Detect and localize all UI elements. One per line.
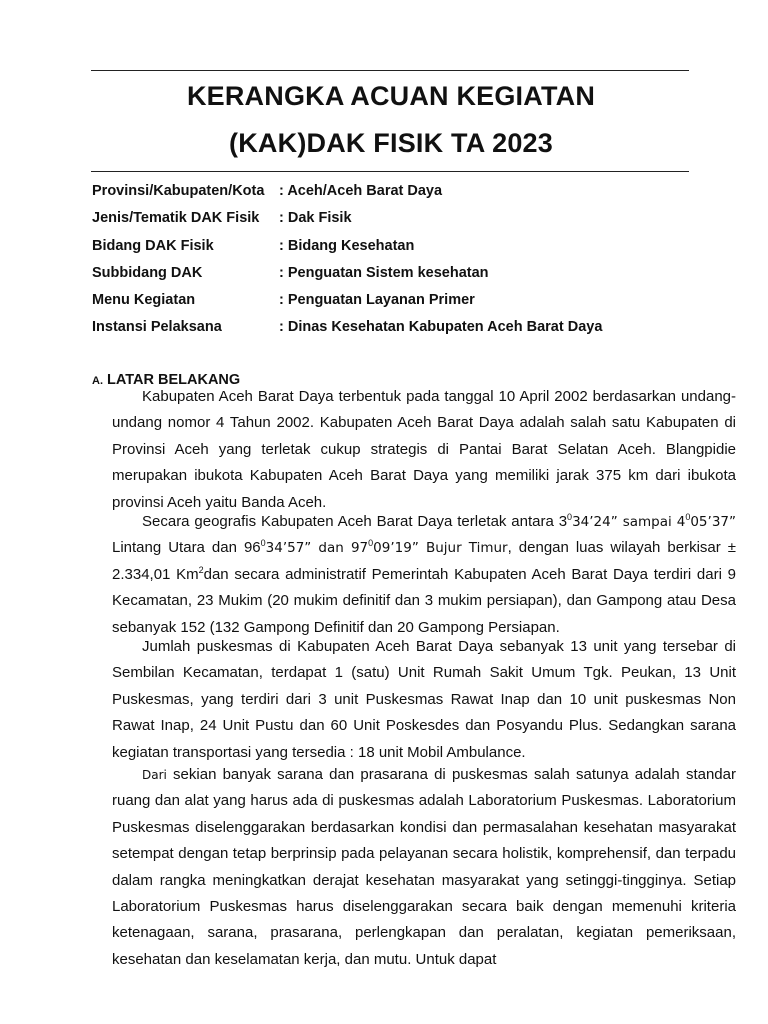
- meta-row-instansi: [92, 316, 712, 343]
- meta-row-provinsi: [92, 180, 712, 207]
- p2-coordinate: 09’19” Bujur Timur: [373, 540, 508, 557]
- degree-superscript: 0: [260, 538, 266, 549]
- p2-text: , dengan luas wilayah berkisar ± 2.334,01 Km: [112, 539, 737, 583]
- p2-coordinate: 34’24” sampai 4: [572, 514, 686, 530]
- degree-superscript: 0: [685, 512, 691, 522]
- metadata-table: [92, 180, 712, 344]
- section-title: LATAR BELAKANG: [107, 372, 241, 388]
- section-letter: A.: [92, 375, 103, 387]
- p4-text: sekian banyak sarana dan prasarana di puskesmas salah satunya adalah standar ruang dan alat yang harus ada di puskesmas adalah Laboratorium Puskesmas. Laboratorium Puskesmas diselenggarakan berdasarkan kondisi dan permasalahan kesehatan masyarakat setempat dengan tetap berprinsip pada pelayanan secara holistik, komprehensif, dan terpadu dalam rangka meningkatkan derajat kesehatan masyarakat yang setinggi-tingginya. Setiap Laboratorium Puskesmas harus diselenggarakan secara baik dengan memenuhi kriteria ketenagaan, sarana, prasarana, perlengkapan dan peralatan, kegiatan pemeriksaan, kesehatan dan keselamatan kerja, dan mutu. Untuk dapat: [112, 766, 736, 968]
- p2-text: Lintang Utara dan 96: [112, 539, 261, 557]
- meta-value: : Dak Fisik: [279, 210, 352, 227]
- area-superscript: 2: [198, 564, 204, 575]
- meta-value: : Penguatan Layanan Primer: [279, 292, 475, 309]
- top-divider: [91, 70, 689, 71]
- meta-value: : Dinas Kesehatan Kabupaten Aceh Barat Daya: [279, 319, 603, 336]
- p2-coordinate: 34’57” dan 97: [265, 540, 369, 557]
- meta-label: Subbidang DAK: [92, 264, 203, 281]
- paragraph-2: [112, 509, 736, 641]
- document-title-line2: (KAK)DAK FISIK TA 2023: [229, 128, 553, 158]
- meta-row-jenis: [92, 207, 712, 234]
- meta-label: Jenis/Tematik DAK Fisik: [92, 210, 260, 227]
- paragraph-1: Kabupaten Aceh Barat Daya terbentuk pada tanggal 10 April 2002 berdasarkan undang-undang nomor 4 Tahun 2002. Kabupaten Aceh Barat Daya adalah salah satu Kabupaten di Provinsi Aceh yang terletak cukup strategis di Pantai Barat Selatan Aceh. Blangpidie merupakan ibukota Kabupaten Aceh Barat Daya yang memiliki jarak 375 km dari ibukota provinsi Aceh yaitu Banda Aceh.: [112, 388, 736, 511]
- meta-row-menu: [92, 289, 712, 316]
- meta-value: : Penguatan Sistem kesehatan: [279, 264, 489, 281]
- paragraph-3: Jumlah puskesmas di Kabupaten Aceh Barat Daya sebanyak 13 unit yang tersebar di Sembilan Kecamatan, terdapat 1 (satu) Unit Rumah Sakit Umum Tgk. Peukan, 13 Unit Puskesmas, yang terdiri dari 3 unit Puskesmas Rawat Inap dan 10 unit puskesmas Non Rawat Inap, 24 Unit Pustu dan 60 Unit Poskesdes dan Posyandu Plus. Sedangkan sarana kegiatan transportasi yang tersedia : 18 unit Mobil Ambulance.: [112, 638, 736, 761]
- meta-value: : Bidang Kesehatan: [279, 237, 415, 254]
- meta-row-subbidang: [92, 262, 712, 289]
- meta-value: : Aceh/Aceh Barat Daya: [279, 183, 443, 199]
- meta-label: Provinsi/Kabupaten/Kota: [92, 183, 265, 199]
- document-title-line1: KERANGKA ACUAN KEGIATAN: [186, 81, 596, 111]
- title-divider: [91, 171, 689, 172]
- paragraph-4: [112, 762, 736, 973]
- meta-label: Bidang DAK Fisik: [92, 237, 214, 254]
- degree-superscript: 0: [567, 512, 573, 522]
- meta-label: Menu Kegiatan: [92, 292, 196, 309]
- degree-superscript: 0: [368, 538, 374, 549]
- p2-text: Secara geografis Kabupaten Aceh Barat Daya terletak antara 3: [142, 513, 568, 530]
- meta-row-bidang: [92, 235, 712, 262]
- p2-coordinate: 05’37”: [690, 514, 736, 530]
- meta-label: Instansi Pelaksana: [92, 319, 222, 336]
- p2-text: dan secara administratif Pemerintah Kabupaten Aceh Barat Daya terdiri dari 9 Kecamatan, 23 Mukim (20 mukim definitif dan 3 mukim persiapan), dan Gampong atau Desa sebanyak 152 (132 Gampong Definitif dan 20 Gampong Persiapan.: [112, 565, 737, 636]
- p4-lead-word: Dari: [142, 768, 167, 782]
